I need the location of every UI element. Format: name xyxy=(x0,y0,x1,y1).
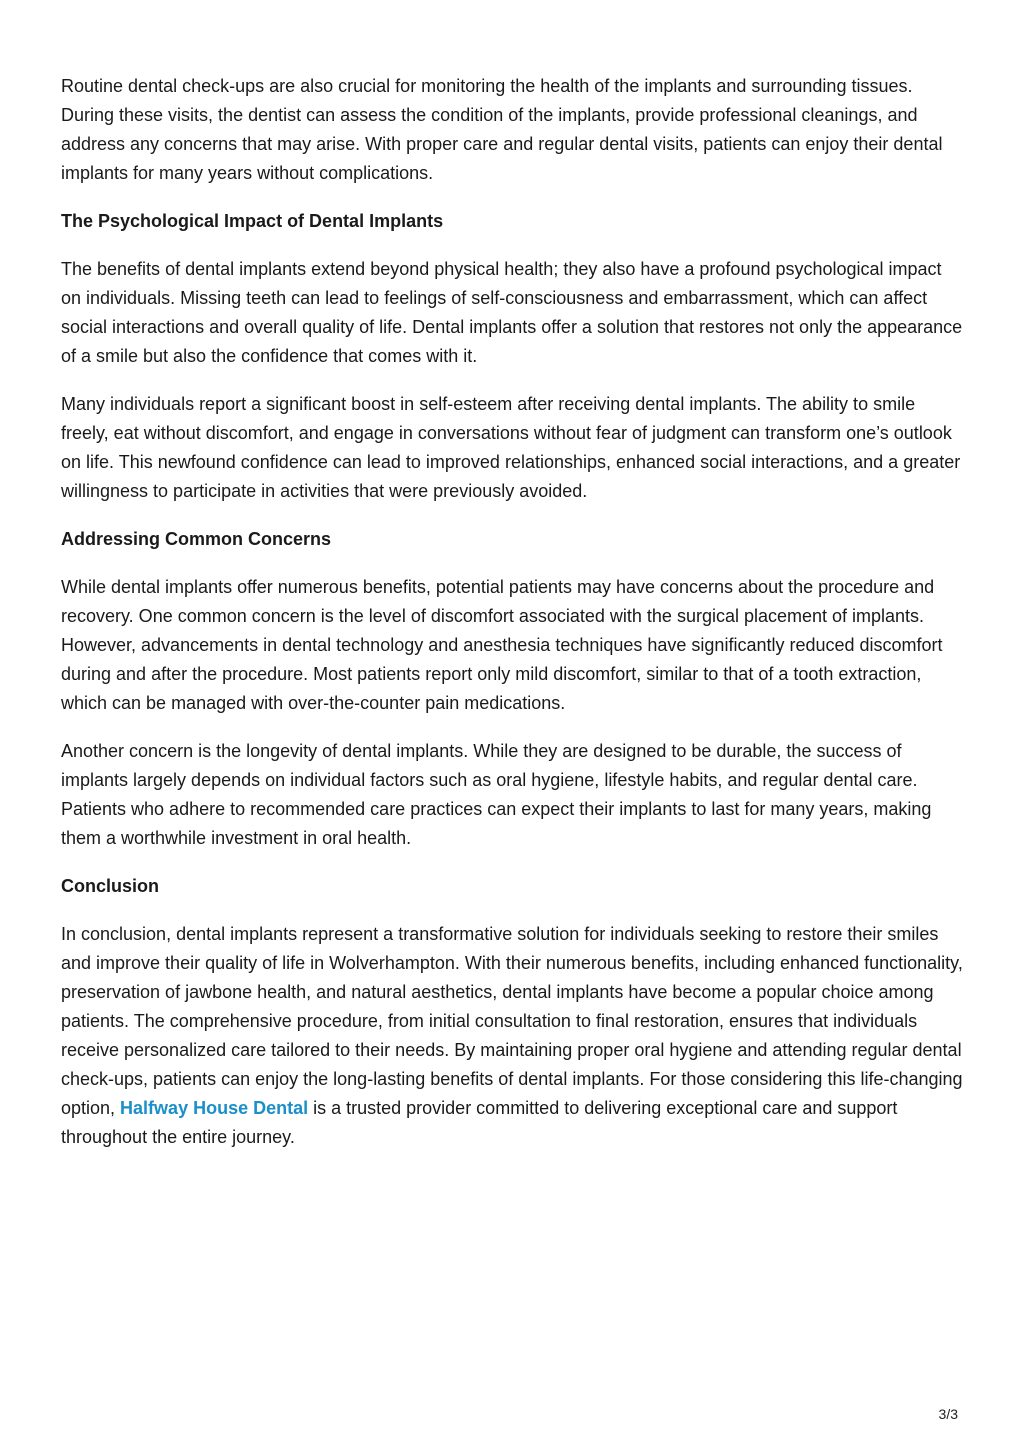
document-body xyxy=(61,72,966,1171)
conclusion-text-after-link: is a trusted provider committed to delivering exceptional care and support throughout the entire journey. xyxy=(61,1098,898,1147)
paragraph-concerns-1: While dental implants offer numerous benefits, potential patients may have concerns about the procedure and recovery. One common concern is the level of discomfort associated with the surgical placement of implants. However, advancements in dental technology and anesthesia techniques have significantly reduced discomfort during and after the procedure. Most patients report only mild discomfort, similar to that of a tooth extraction, which can be managed with over-the-counter pain medications. xyxy=(61,577,943,713)
paragraph-conclusion xyxy=(61,920,966,1152)
paragraph-checkups: Routine dental check-ups are also crucial for monitoring the health of the implants and surrounding tissues. During these visits, the dentist can assess the condition of the implants, provide professional cleanings, and address any concerns that may arise. With proper care and regular dental visits, patients can enjoy their dental implants for many years without complications. xyxy=(61,76,943,183)
paragraph-concerns-2: Another concern is the longevity of dental implants. While they are designed to be durable, the success of implants largely depends on individual factors such as oral hygiene, lifestyle habits, and regular dental care. Patients who adhere to recommended care practices can expect their implants to last for many years, making them a worthwhile investment in oral health. xyxy=(61,741,932,848)
halfway-house-dental-link[interactable]: Halfway House Dental xyxy=(120,1098,309,1118)
heading-conclusion: Conclusion xyxy=(61,876,159,896)
heading-psychological-impact: The Psychological Impact of Dental Implants xyxy=(61,211,444,231)
conclusion-text-before-link: In conclusion, dental implants represent a transformative solution for individuals seeking to restore their smiles and improve their quality of life in Wolverhampton. With their numerous benefits, including enhanced functionality, preservation of jawbone health, and natural aesthetics, dental implants have become a popular choice among patients. The comprehensive procedure, from initial consultation to final restoration, ensures that individuals receive personalized care tailored to their needs. By maintaining proper oral hygiene and attending regular dental check-ups, patients can enjoy the long-lasting benefits of dental implants. For those considering this life-changing option, xyxy=(61,924,963,1118)
page-number: 3/3 xyxy=(938,1406,958,1422)
heading-common-concerns: Addressing Common Concerns xyxy=(61,529,332,549)
paragraph-psychological-1: The benefits of dental implants extend beyond physical health; they also have a profound psychological impact on individuals. Missing teeth can lead to feelings of self-consciousness and embarrassment, which can affect social interactions and overall quality of life. Dental implants offer a solution that restores not only the appearance of a smile but also the confidence that comes with it. xyxy=(61,259,963,366)
paragraph-psychological-2: Many individuals report a significant boost in self-esteem after receiving dental implants. The ability to smile freely, eat without discomfort, and engage in conversations without fear of judgment can transform one’s outlook on life. This newfound confidence can lead to improved relationships, enhanced social interactions, and a greater willingness to participate in activities that were previously avoided. xyxy=(61,394,961,501)
